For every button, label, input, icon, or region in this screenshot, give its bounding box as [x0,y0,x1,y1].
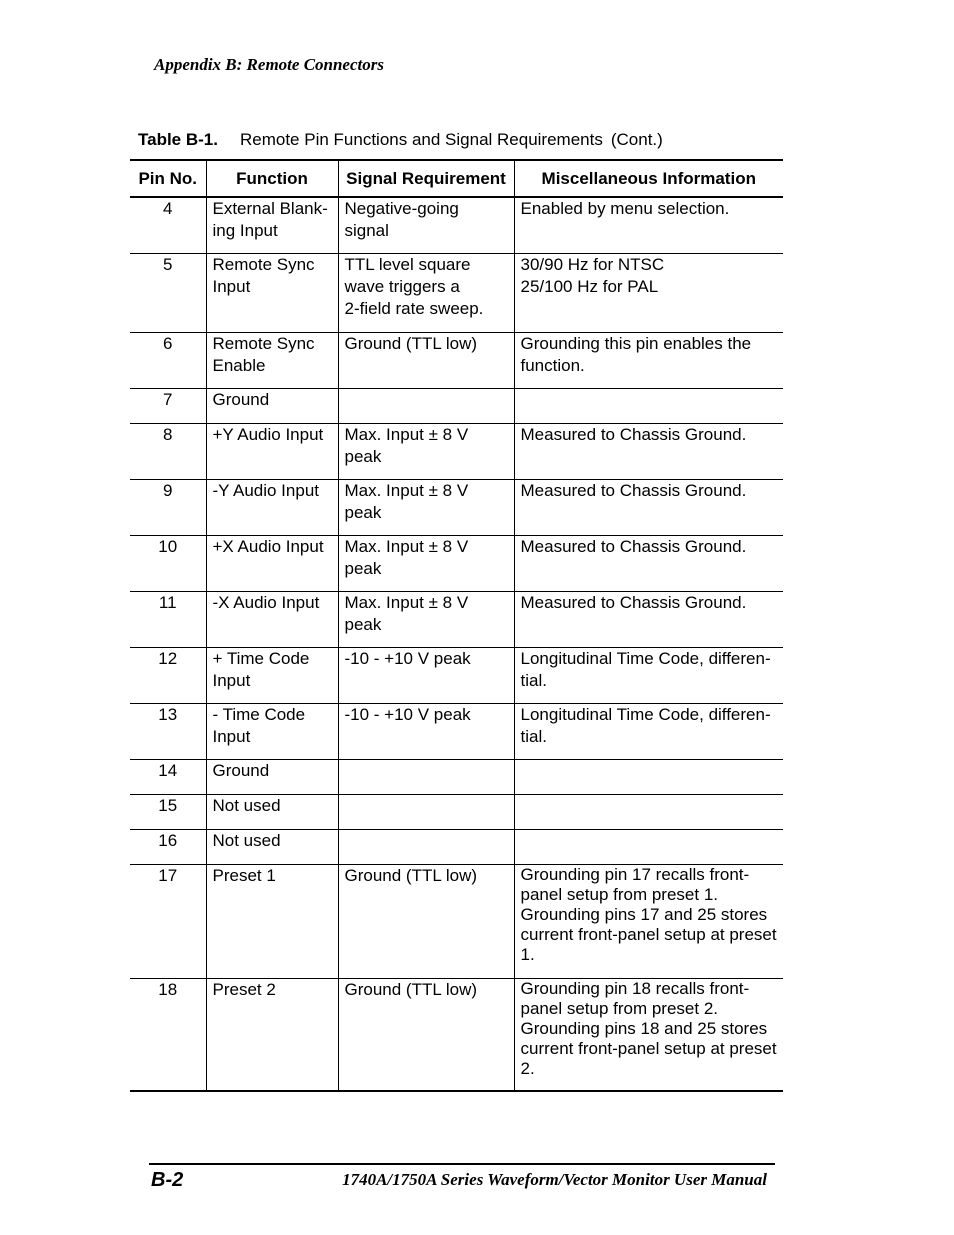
pin-cell: 17 [130,864,206,978]
pin-cell: 9 [130,479,206,535]
function-cell: External Blank- ing Input [206,197,338,253]
signal-cell: Max. Input ± 8 V peak [338,479,514,535]
pin-cell: 18 [130,978,206,1091]
table-row [130,388,783,423]
function-cell: Remote Sync Input [206,253,338,332]
signal-cell: -10 - +10 V peak [338,647,514,703]
table-caption [138,130,663,150]
misc-cell [514,794,783,829]
table-row [130,332,783,388]
table-row [130,253,783,332]
manual-title: 1740A/1750A Series Waveform/Vector Monitor User Manual [342,1170,767,1189]
table-row [130,794,783,829]
function-cell: +X Audio Input [206,535,338,591]
column-header-signal: Signal Requirement [338,160,514,197]
signal-cell [338,388,514,423]
column-header-function: Function [206,160,338,197]
function-cell: Not used [206,794,338,829]
pin-cell: 14 [130,759,206,794]
running-head: Appendix B: Remote Connectors [154,55,384,74]
function-cell: - Time Code Input [206,703,338,759]
pin-cell: 13 [130,703,206,759]
function-cell: -Y Audio Input [206,479,338,535]
function-cell: Not used [206,829,338,864]
function-cell: Preset 2 [206,978,338,1091]
misc-cell: Grounding this pin enables the function. [514,332,783,388]
misc-cell: Grounding pin 18 recalls front- panel setup from preset 2. Grounding pins 18 and 25 stores current front-panel setup at preset 2. [514,978,783,1091]
remote-pin-table [130,159,783,1092]
pin-cell: 12 [130,647,206,703]
signal-cell: Max. Input ± 8 V peak [338,423,514,479]
pin-cell: 15 [130,794,206,829]
misc-cell: Measured to Chassis Ground. [514,535,783,591]
signal-cell [338,794,514,829]
footer-rule [149,1163,775,1165]
table-row [130,197,783,253]
misc-cell: 30/90 Hz for NTSC 25/100 Hz for PAL [514,253,783,332]
signal-cell: Negative-going signal [338,197,514,253]
table-row [130,978,783,1091]
function-cell: Ground [206,759,338,794]
table-caption-continued: (Cont.) [610,130,663,149]
misc-cell: Enabled by menu selection. [514,197,783,253]
misc-cell: Measured to Chassis Ground. [514,479,783,535]
signal-cell: Max. Input ± 8 V peak [338,591,514,647]
signal-cell: Ground (TTL low) [338,978,514,1091]
column-header-misc: Miscellaneous Information [514,160,783,197]
table-row [130,829,783,864]
pin-cell: 6 [130,332,206,388]
misc-cell: Measured to Chassis Ground. [514,591,783,647]
pin-cell: 11 [130,591,206,647]
function-cell: Ground [206,388,338,423]
function-cell: Preset 1 [206,864,338,978]
signal-cell: TTL level square wave triggers a 2-field rate sweep. [338,253,514,332]
table-header-row [130,160,783,197]
pin-cell: 7 [130,388,206,423]
misc-cell: Grounding pin 17 recalls front- panel setup from preset 1. Grounding pins 17 and 25 stores current front-panel setup at preset 1. [514,864,783,978]
pin-cell: 16 [130,829,206,864]
table-row [130,535,783,591]
signal-cell [338,759,514,794]
misc-cell [514,829,783,864]
misc-cell: Longitudinal Time Code, differen- tial. [514,703,783,759]
misc-cell: Longitudinal Time Code, differen- tial. [514,647,783,703]
table-caption-title: Remote Pin Functions and Signal Requirements [239,130,603,149]
column-header-pin: Pin No. [130,160,206,197]
signal-cell: -10 - +10 V peak [338,703,514,759]
misc-cell [514,759,783,794]
page-number: B-2 [151,1169,184,1191]
table-row [130,864,783,978]
table-row [130,591,783,647]
function-cell: -X Audio Input [206,591,338,647]
table-caption-label: Table B-1. [138,130,218,149]
table-row [130,703,783,759]
table-row [130,423,783,479]
signal-cell: Ground (TTL low) [338,332,514,388]
function-cell: + Time Code Input [206,647,338,703]
signal-cell: Max. Input ± 8 V peak [338,535,514,591]
signal-cell [338,829,514,864]
pin-cell: 8 [130,423,206,479]
table-row [130,759,783,794]
table-row [130,647,783,703]
table-row [130,479,783,535]
pin-cell: 5 [130,253,206,332]
misc-cell: Measured to Chassis Ground. [514,423,783,479]
pin-cell: 4 [163,199,173,218]
pin-cell: 10 [130,535,206,591]
misc-cell [514,388,783,423]
function-cell: Remote Sync Enable [206,332,338,388]
function-cell: +Y Audio Input [206,423,338,479]
signal-cell: Ground (TTL low) [338,864,514,978]
